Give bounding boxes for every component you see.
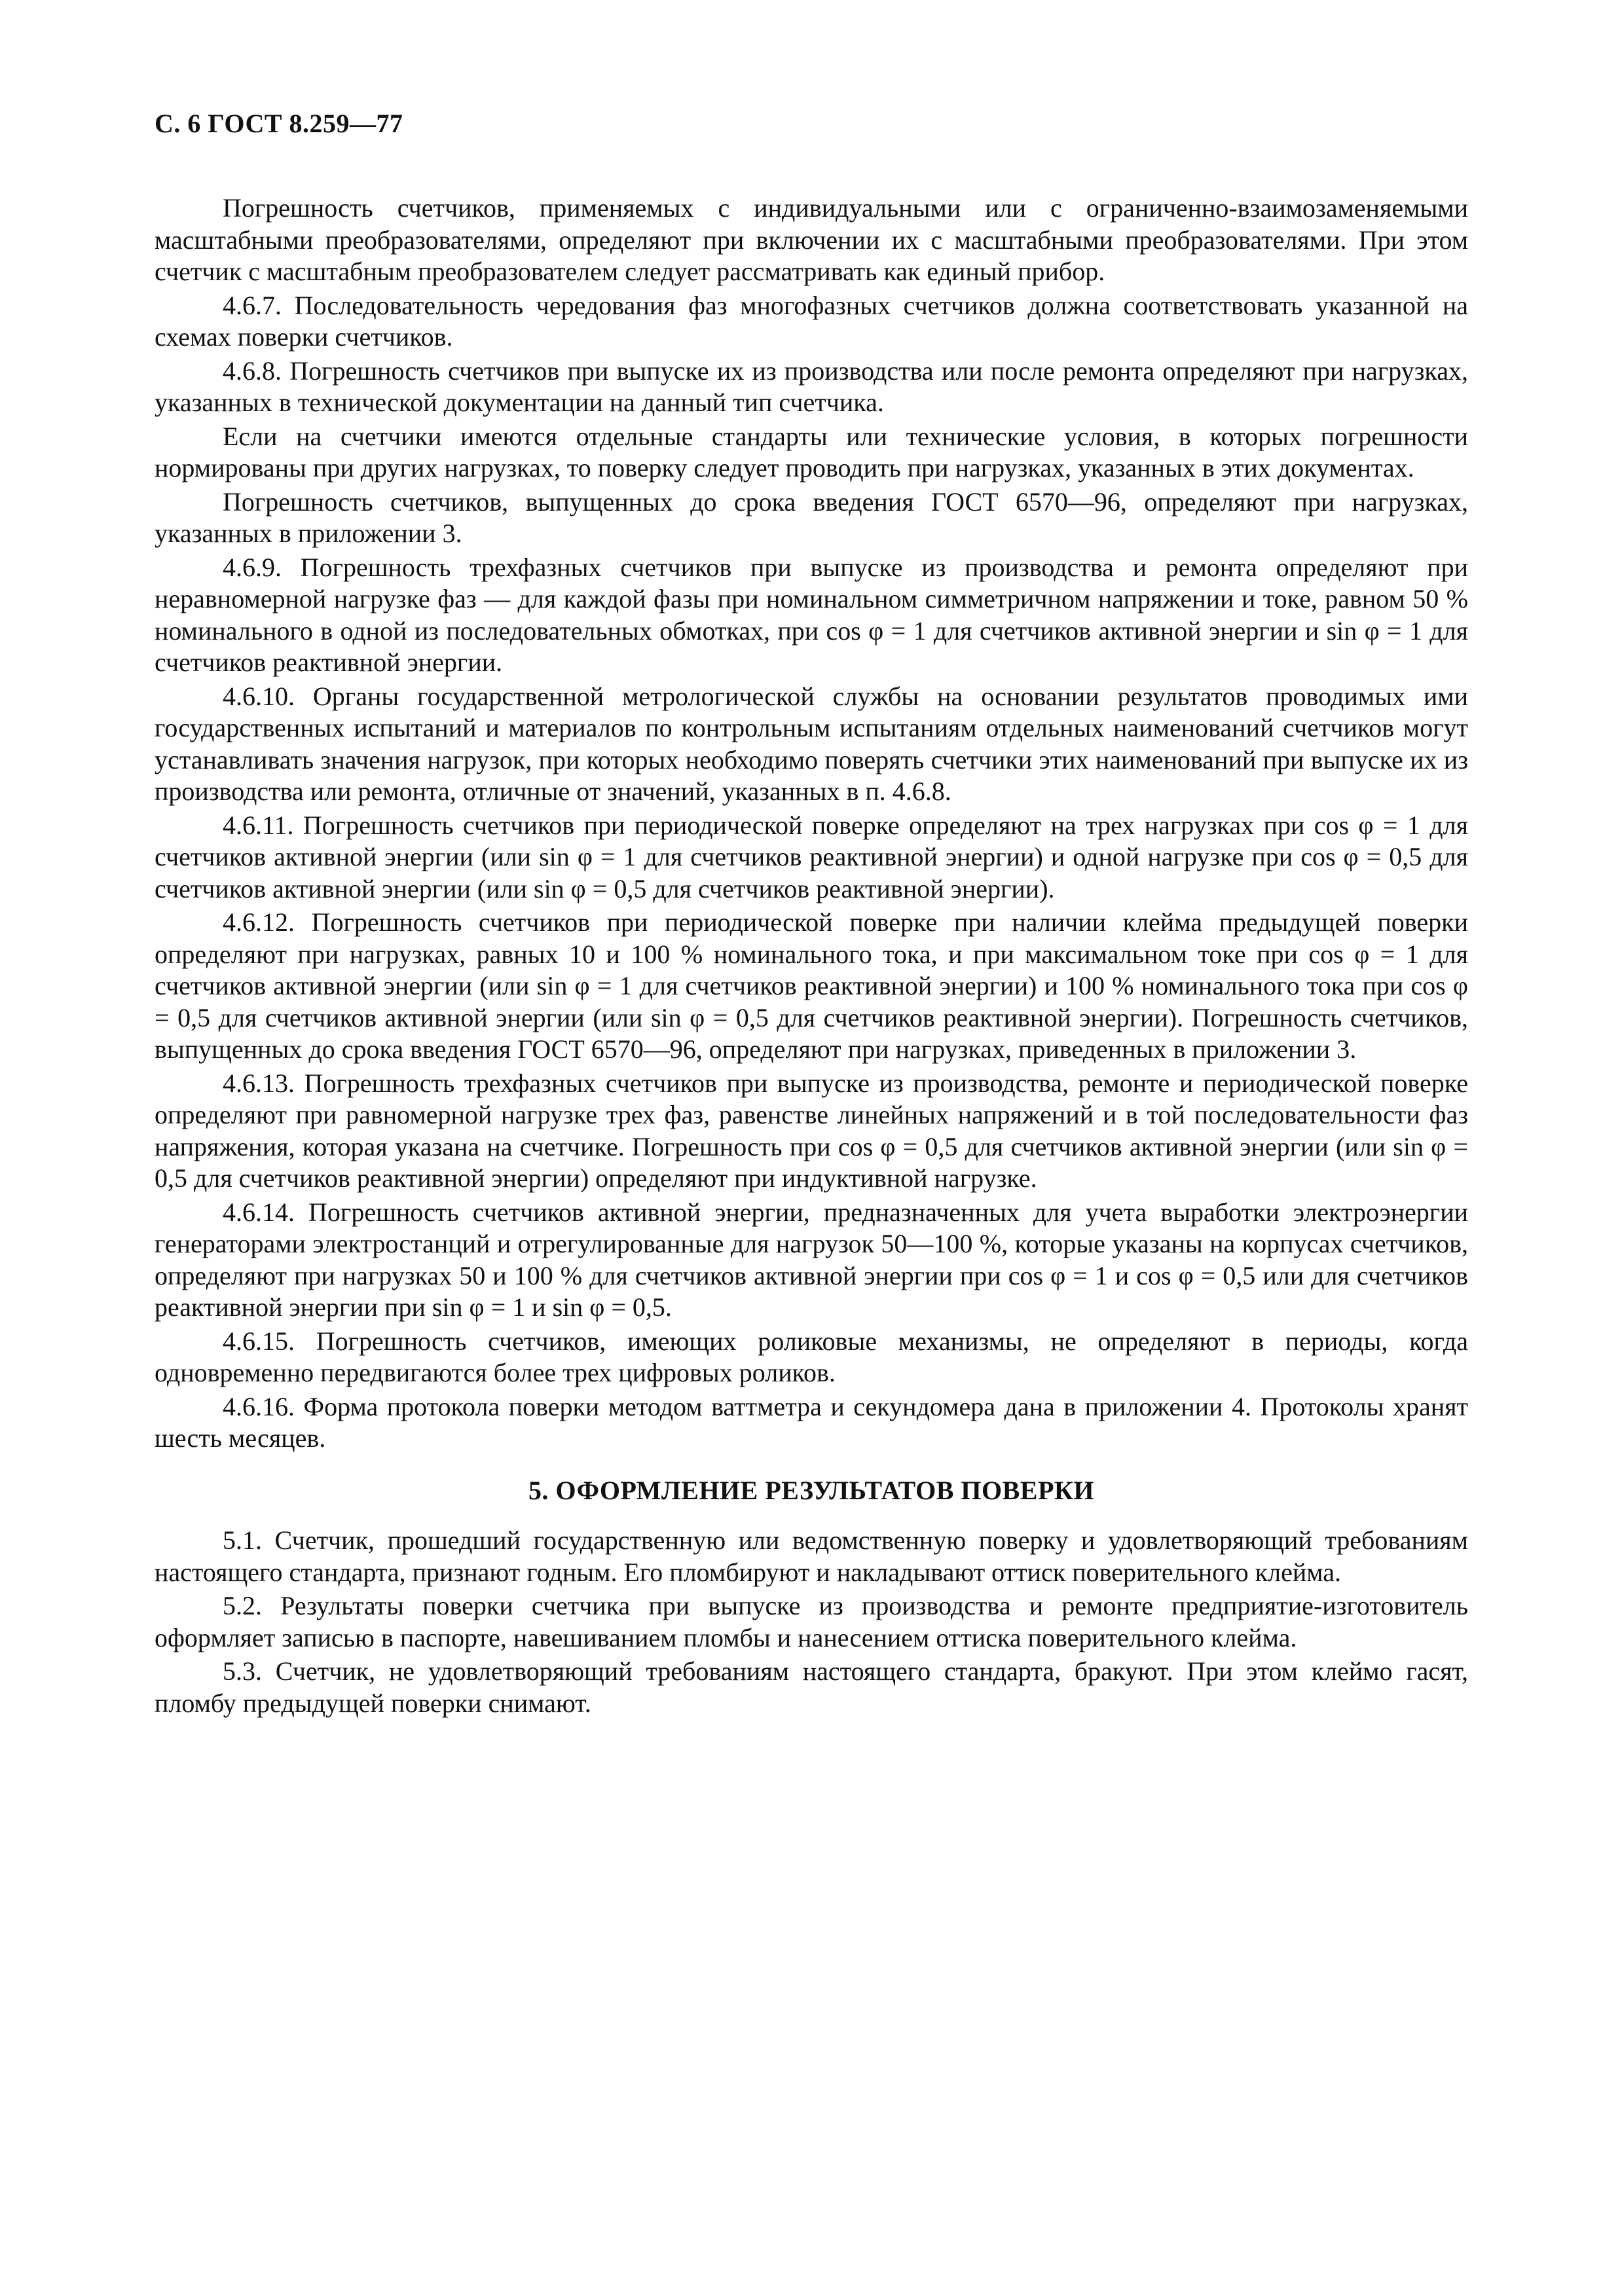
paragraph-4-6-14: 4.6.14. Погрешность счетчиков активной энергии, предназначенных для учета выработки электроэнергии генераторами электростанций и отрегулированные для нагрузок 50—100 %, которые указаны на корпусах счетчиков, определяют при нагрузках 50 и 100 % для счетчиков активной энергии при cos φ = 1 и cos φ = 0,5 или для счетчиков реактивной энергии при sin φ = 1 и sin φ = 0,5.	[155, 1197, 1468, 1322]
paragraph-4-6-10: 4.6.10. Органы государственной метрологической службы на основании результатов проводимых ими государственных испытаний и материалов по контрольным испытаниям отдельных наименований счетчиков могут устанавливать значения нагрузок, при которых необходимо поверять счетчики этих наименований при выпуске их из производства или ремонта, отличные от значений, указанных в п. 4.6.8.	[155, 681, 1468, 806]
page-header: С. 6 ГОСТ 8.259—77	[155, 109, 403, 138]
paragraph: Погрешность счетчиков, применяемых с индивидуальными или с ограниченно-взаимозаменяемыми масштабными преобразователями, определяют при включении их с масштабными преобразователями. При этом счетчик с масштабным преобразователем следует рассматривать как единый прибор.	[155, 193, 1468, 286]
paragraph-4-6-12: 4.6.12. Погрешность счетчиков при периодической поверке при наличии клейма предыдущей поверки определяют при нагрузках, равных 10 и 100 % номинального тока, и при максимальном токе при cos φ = 1 для счетчиков активной энергии (или sin φ = 1 для счетчиков реактивной энергии) и 100 % номинального тока при cos φ = 0,5 для счетчиков активной энергии (или sin φ = 0,5 для счетчиков реактивной энергии). Погрешность счетчиков, выпущенных до срока введения ГОСТ 6570—96, определяют при нагрузках, приведенных в приложении 3.	[155, 907, 1468, 1064]
paragraph-5-2: 5.2. Результаты поверки счетчика при выпуске из производства и ремонте предприятие-изготовитель оформляет записью в паспорте, навешиванием пломбы и нанесением оттиска поверительного клейма.	[155, 1591, 1468, 1652]
paragraph-4-6-16: 4.6.16. Форма протокола поверки методом ваттметра и секундомера дана в приложении 4. Протоколы хранят шесть месяцев.	[155, 1391, 1468, 1453]
paragraph-5-3: 5.3. Счетчик, не удовлетворяющий требованиям настоящего стандарта, бракуют. При этом клеймо гасят, пломбу предыдущей поверки снимают.	[155, 1656, 1468, 1718]
paragraph: Погрешность счетчиков, выпущенных до срока введения ГОСТ 6570—96, определяют при нагрузках, указанных в приложении 3.	[155, 486, 1468, 548]
paragraph-4-6-9: 4.6.9. Погрешность трехфазных счетчиков при выпуске из производства и ремонта определяют при неравномерной нагрузке фаз — для каждой фазы при номинальном симметричном напряжении и токе, равном 50 % номинального в одной из последовательных обмотках, при cos φ = 1 для счетчиков активной энергии и sin φ = 1 для счетчиков реактивной энергии.	[155, 552, 1468, 677]
paragraph-4-6-8: 4.6.8. Погрешность счетчиков при выпуске их из производства или после ремонта определяют при нагрузках, указанных в технической документации на данный тип счетчика.	[155, 355, 1468, 417]
document-body	[155, 192, 1468, 1721]
paragraph: Если на счетчики имеются отдельные стандарты или технические условия, в которых погрешности нормированы при других нагрузках, то поверку следует проводить при нагрузках, указанных в этих документах.	[155, 421, 1468, 483]
paragraph-4-6-15: 4.6.15. Погрешность счетчиков, имеющих роликовые механизмы, не определяют в периоды, когда одновременно передвигаются более трех цифровых роликов.	[155, 1326, 1468, 1387]
paragraph-4-6-13: 4.6.13. Погрешность трехфазных счетчиков при выпуске из производства, ремонте и периодической поверке определяют при равномерной нагрузке трех фаз, равенстве линейных напряжений и в той последовательности фаз напряжения, которая указана на счетчике. Погрешность при cos φ = 0,5 для счетчиков активной энергии (или sin φ = 0,5 для счетчиков реактивной энергии) определяют при индуктивной нагрузке.	[155, 1068, 1468, 1193]
section-title: 5. ОФОРМЛЕНИЕ РЕЗУЛЬТАТОВ ПОВЕРКИ	[528, 1475, 1095, 1505]
paragraph-5-1: 5.1. Счетчик, прошедший государственную или ведомственную поверку и удовлетворяющий требованиям настоящего стандарта, признают годным. Его пломбируют и накладывают оттиск поверительного клейма.	[155, 1525, 1468, 1587]
paragraph-4-6-11: 4.6.11. Погрешность счетчиков при периодической поверке определяют на трех нагрузках при cos φ = 1 для счетчиков активной энергии (или sin φ = 1 для счетчиков реактивной энергии) и одной нагрузке при cos φ = 0,5 для счетчиков активной энергии (или sin φ = 0,5 для счетчиков реактивной энергии).	[155, 810, 1468, 903]
paragraph-4-6-7: 4.6.7. Последовательность чередования фаз многофазных счетчиков должна соответствовать указанной на схемах поверки счетчиков.	[155, 290, 1468, 352]
